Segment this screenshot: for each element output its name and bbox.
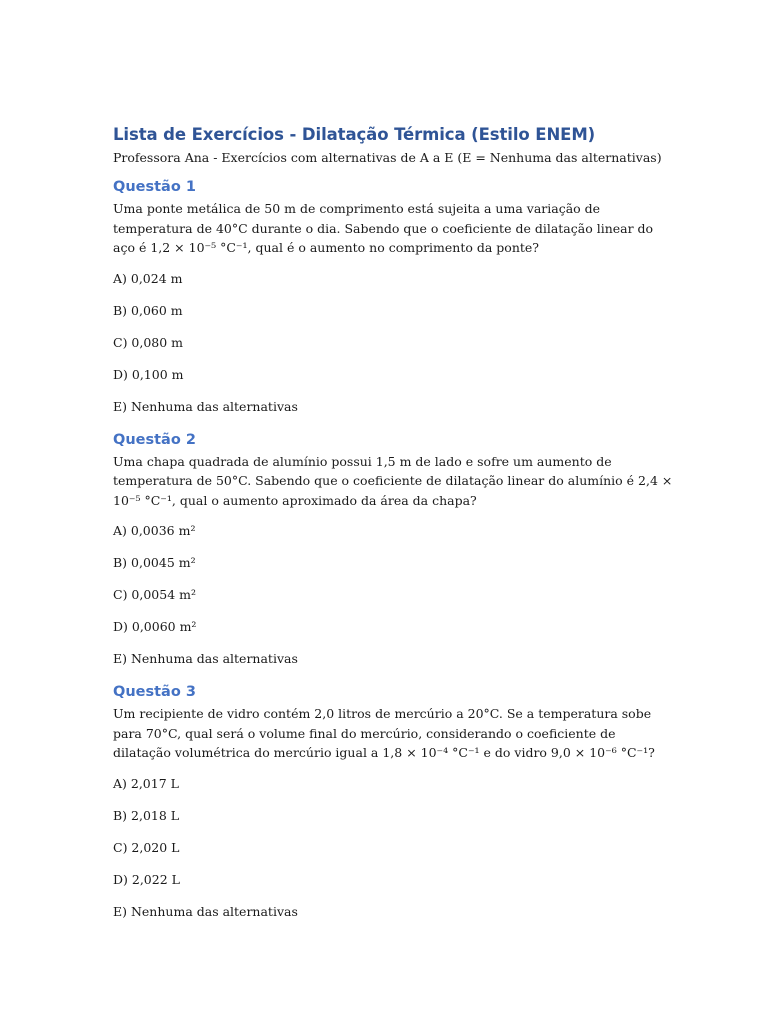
question-3	[113, 682, 673, 921]
question-3-option-e: E) Nenhuma das alternativas	[113, 903, 298, 919]
question-3-text: Um recipiente de vidro contém 2,0 litros de mercúrio a 20°C. Se a temperatura sobe para 70°C, qual será o volume final do mercúrio, considerando o coeficiente de dilatação volumétrica do mercúrio igual a 1,8 × 10⁻⁴ °C⁻¹ e do vidro 9,0 × 10⁻⁶ °C⁻¹?	[113, 706, 655, 760]
question-2-option-b: B) 0,0045 m²	[113, 555, 196, 570]
question-1-option-d: D) 0,100 m	[113, 366, 184, 382]
question-2-option-e: E) Nenhuma das alternativas	[113, 651, 298, 666]
question-3-option-a: A) 2,017 L	[113, 775, 179, 791]
question-2-heading: Questão 2	[113, 431, 196, 448]
document-title: Lista de Exercícios - Dilatação Térmica (Estilo ENEM)	[113, 125, 596, 144]
question-2-option-d: D) 0,0060 m²	[113, 619, 197, 634]
question-3-option-d: D) 2,022 L	[113, 871, 180, 887]
question-3-option-c: C) 2,020 L	[113, 839, 180, 855]
question-1-option-e: E) Nenhuma das alternativas	[113, 398, 298, 414]
question-1-text: Uma ponte metálica de 50 m de comprimento está sujeita a uma variação de temperatura de 40°C durante o dia. Sabendo que o coeficiente de dilatação linear do aço é 1,2 × 10⁻⁵ °C⁻¹, qual é o aumento no comprimento da ponte?	[113, 201, 654, 255]
question-1-option-b: B) 0,060 m	[113, 302, 183, 318]
question-1-option-c: C) 0,080 m	[113, 334, 184, 350]
question-1	[113, 177, 673, 416]
question-2-option-a: A) 0,0036 m²	[113, 523, 196, 538]
question-3-heading: Questão 3	[113, 684, 196, 700]
question-2	[113, 430, 673, 669]
question-3-option-b: B) 2,018 L	[113, 807, 180, 823]
question-2-text: Uma chapa quadrada de alumínio possui 1,5 m de lado e sofre um aumento de temperatura de 50°C. Sabendo que o coeficiente de dilatação linear do alumínio é 2,4 × 10⁻⁵ °C⁻¹, qual o aumento aproximado da área da chapa?	[113, 453, 673, 508]
document-subtitle: Professora Ana - Exercícios com alternativas de A a E (E = Nenhuma das alternativas)	[113, 150, 662, 165]
question-2-option-c: C) 0,0054 m²	[113, 587, 196, 602]
document-page	[113, 124, 673, 921]
question-1-option-a: A) 0,024 m	[113, 270, 183, 286]
question-1-heading: Questão 1	[113, 179, 196, 195]
